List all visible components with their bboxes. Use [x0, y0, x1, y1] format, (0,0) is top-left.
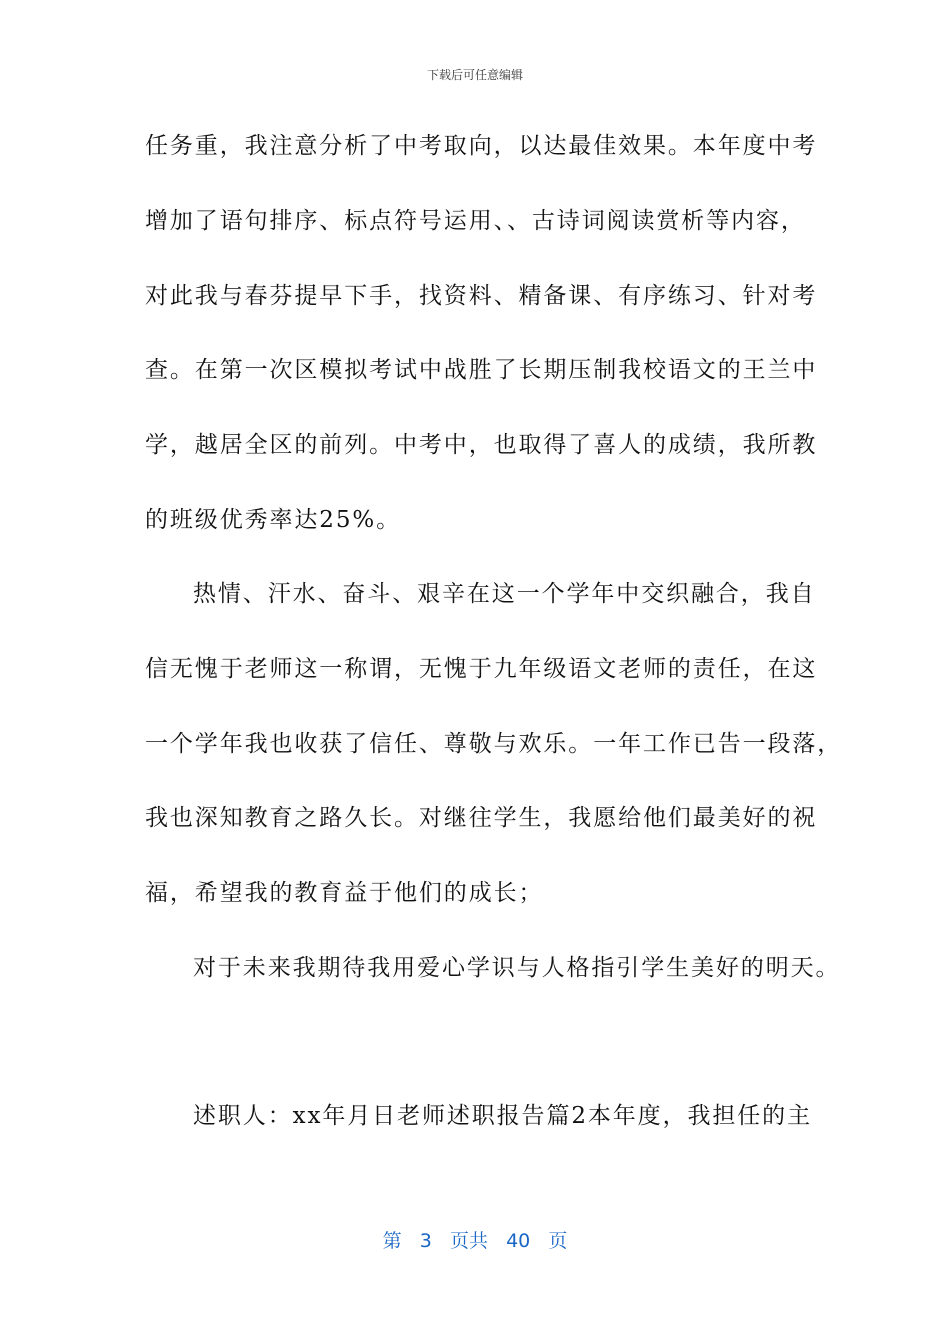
footer-current-page: 3	[419, 1230, 432, 1252]
body-line: 的班级优秀率达25%。	[145, 507, 402, 533]
body-line: 我也深知教育之路久长。对继往学生，我愿给他们最美好的祝	[145, 805, 818, 831]
footer-total-pages: 40	[506, 1230, 531, 1252]
body-line: 福，希望我的教育益于他们的成长；	[145, 880, 544, 906]
body-line: 对于未来我期待我用爱心学识与人格指引学生美好的明天。	[193, 955, 841, 981]
body-line: 增加了语句排序、标点符号运用、、古诗词阅读赏析等内容，	[145, 208, 806, 234]
body-line: 学，越居全区的前列。中考中，也取得了喜人的成绩，我所教	[145, 432, 818, 458]
body-line: 对此我与春芬提早下手，找资料、精备课、有序练习、针对考	[145, 283, 818, 309]
footer-suffix: 页	[548, 1230, 568, 1252]
body-line: 任务重，我注意分析了中考取向，以达最佳效果。本年度中考	[145, 133, 818, 159]
body-line: 一个学年我也收获了信任、尊敬与欢乐。一年工作已告一段落，	[145, 731, 843, 757]
body-line: 述职人：xx年月日老师述职报告篇2本年度，我担任的主	[193, 1103, 812, 1129]
footer-middle: 页共	[449, 1230, 488, 1252]
page-footer	[0, 1226, 950, 1253]
body-line: 查。在第一次区模拟考试中战胜了长期压制我校语文的王兰中	[145, 357, 818, 383]
footer-prefix: 第	[382, 1230, 402, 1252]
body-line: 热情、汗水、奋斗、艰辛在这一个学年中交织融合，我自	[193, 581, 816, 607]
page-header: 下载后可任意编辑	[426, 68, 523, 82]
body-line: 信无愧于老师这一称谓，无愧于九年级语文老师的责任，在这	[145, 656, 818, 682]
